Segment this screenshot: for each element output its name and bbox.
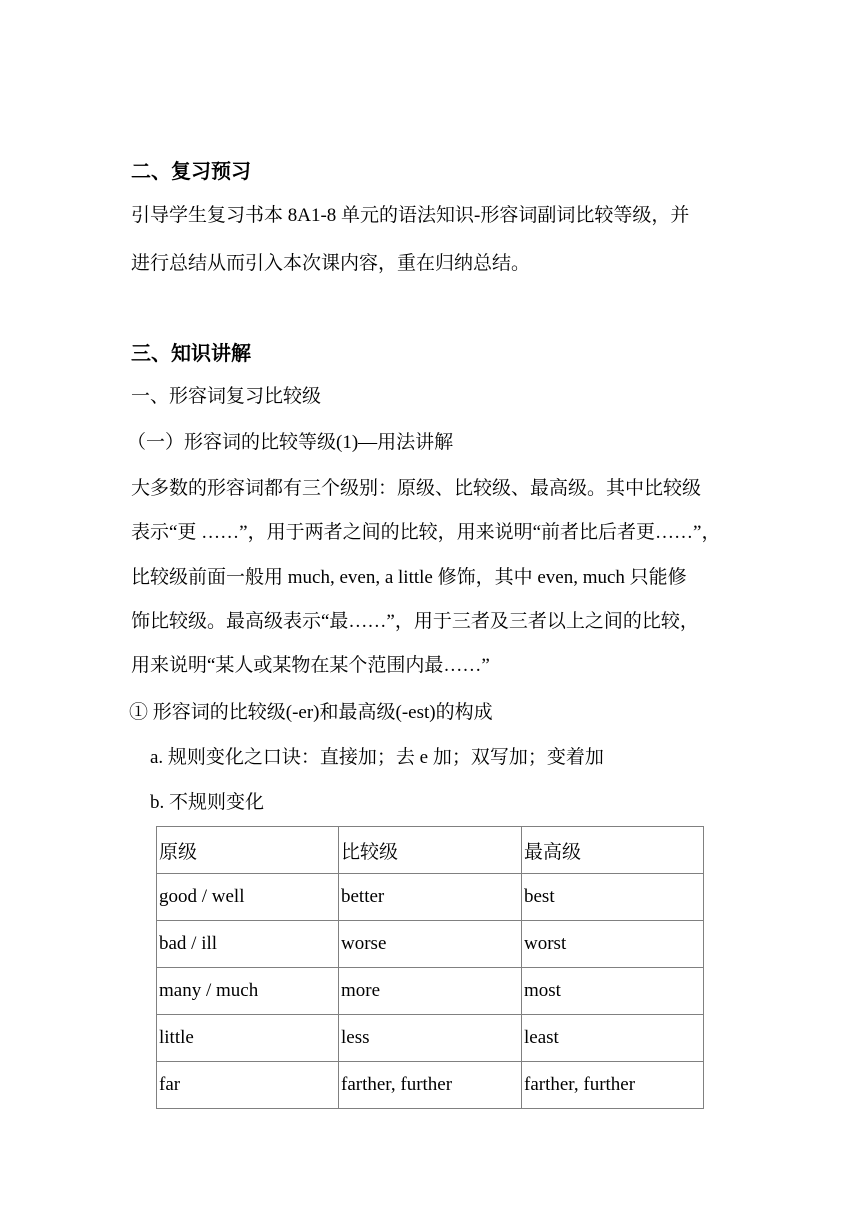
- subheading-adjective-comparative: 一、形容词复习比较级: [131, 386, 322, 407]
- table-cell: good / well: [157, 874, 339, 921]
- table-row: [157, 874, 704, 921]
- list-item-regular: a. 规则变化之口诀：直接加；去 e 加；双写加；变着加: [150, 747, 604, 768]
- table-cell: bad / ill: [157, 921, 339, 968]
- section-heading-knowledge: 三、知识讲解: [131, 343, 251, 365]
- irregular-forms-table: [156, 826, 704, 1109]
- table-row: [157, 1062, 704, 1109]
- table-row: [157, 1015, 704, 1062]
- table-header-cell: 比较级: [339, 827, 522, 874]
- list-item-irregular: b. 不规则变化: [150, 792, 265, 813]
- table-cell: worse: [339, 921, 522, 968]
- table-cell: more: [339, 968, 522, 1015]
- table-cell: many / much: [157, 968, 339, 1015]
- paragraph-line-2: 表示“更 ……”，用于两者之间的比较，用来说明“前者比后者更……”，: [131, 522, 721, 543]
- table-row: [157, 968, 704, 1015]
- table-cell: worst: [522, 921, 704, 968]
- table-cell: farther, further: [522, 1062, 704, 1109]
- table-cell: far: [157, 1062, 339, 1109]
- section-heading-review: 二、复习预习: [131, 161, 251, 183]
- table-header-cell: 原级: [157, 827, 339, 874]
- paragraph-line-1: 大多数的形容词都有三个级别：原级、比较级、最高级。其中比较级: [131, 478, 702, 499]
- table-cell: less: [339, 1015, 522, 1062]
- list-item-formation: ① 形容词的比较级(-er)和最高级(-est)的构成: [129, 702, 493, 723]
- table-header-row: [157, 827, 704, 874]
- table-row: [157, 921, 704, 968]
- table-cell: farther, further: [339, 1062, 522, 1109]
- paragraph-line-3: 比较级前面一般用 much, even, a little 修饰，其中 even, much 只能修: [131, 567, 687, 588]
- table-cell: best: [522, 874, 704, 921]
- table-cell: little: [157, 1015, 339, 1062]
- table-header-cell: 最高级: [522, 827, 704, 874]
- subheading-usage: （一）形容词的比较等级(1)—用法讲解: [127, 432, 454, 453]
- table-cell: better: [339, 874, 522, 921]
- table-cell: least: [522, 1015, 704, 1062]
- paragraph-line-5: 用来说明“某人或某物在某个范围内最……”: [131, 655, 490, 676]
- paragraph-line-4: 饰比较级。最高级表示“最……”，用于三者及三者以上之间的比较，: [131, 611, 699, 632]
- review-text-line-2: 进行总结从而引入本次课内容，重在归纳总结。: [131, 253, 531, 274]
- review-text-line-1: 引导学生复习书本 8A1-8 单元的语法知识-形容词副词比较等级，并: [131, 205, 690, 226]
- table-cell: most: [522, 968, 704, 1015]
